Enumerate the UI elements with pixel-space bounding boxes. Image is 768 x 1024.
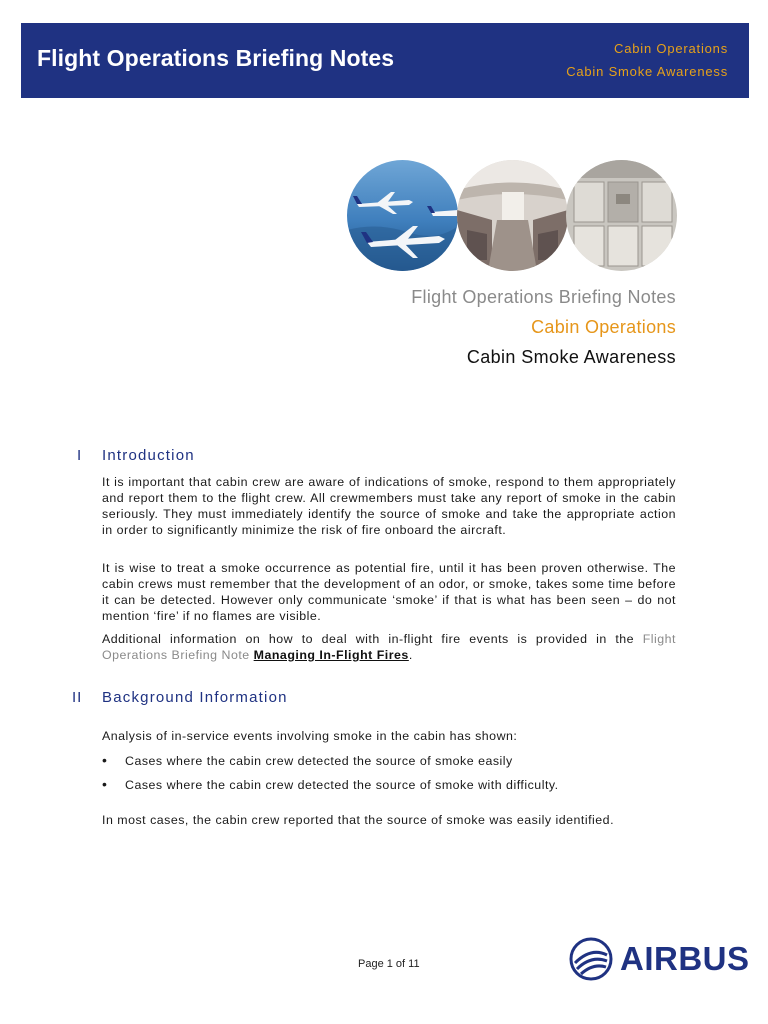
managing-inflight-fires-link[interactable]: Managing In-Flight Fires	[253, 648, 409, 662]
section-number: II	[72, 689, 83, 706]
intro-paragraph-1: It is important that cabin crew are aware of indications of smoke, respond to them appropriately and report them to the flight crew. All crewmembers must take any report of smoke in the cabin seriously. They must immediately identify the source of smoke and take the appropriate action in order to significantly minimize the risk of fire onboard the aircraft.	[102, 475, 676, 537]
header-subtitle-topic: Cabin Smoke Awareness	[566, 64, 728, 79]
briefing-note-link[interactable]: Flight Operations Briefing Note	[102, 632, 676, 662]
section-number: I	[77, 447, 83, 464]
intro-paragraph-3	[102, 631, 676, 663]
galley-photo	[566, 160, 677, 271]
cover-photos	[347, 160, 679, 272]
cabin-interior-photo	[457, 160, 568, 271]
list-item	[102, 776, 559, 792]
cover-topic: Cabin Smoke Awareness	[466, 347, 676, 367]
section-title-background: Background Information	[102, 689, 288, 706]
sentence-end: .	[408, 648, 413, 662]
list-item-text: Cases where the cabin crew detected the source of smoke easily	[125, 754, 513, 768]
additional-info-text: Additional information on how to deal with in-flight fire events is provided in the	[102, 632, 643, 646]
header-subtitle-category: Cabin Operations	[614, 41, 728, 56]
intro-paragraph-2: It is wise to treat a smoke occurrence as potential fire, until it has been proven otherwise. The cabin crews must remember that the development of an odor, or smoke, takes some time before it can be detected. However only communicate ‘smoke’ if that is what has been seen – do not mention ‘fire’ if no flames are visible.	[102, 561, 676, 623]
background-conclusion: In most cases, the cabin crew reported that the source of smoke was easily identified.	[102, 813, 615, 827]
cover-category: Cabin Operations	[531, 317, 676, 337]
list-item	[102, 752, 513, 768]
cover-title: Flight Operations Briefing Notes	[411, 287, 676, 307]
aircraft-in-flight-photo	[347, 160, 458, 271]
airbus-logo-icon	[569, 937, 613, 981]
airbus-logo-text: AIRBUS	[620, 940, 750, 977]
background-intro: Analysis of in-service events involving smoke in the cabin has shown:	[102, 729, 518, 743]
section-title-introduction: Introduction	[102, 447, 195, 464]
list-item-text: Cases where the cabin crew detected the source of smoke with difficulty.	[125, 778, 559, 792]
bullet-icon: •	[102, 776, 108, 792]
header-title: Flight Operations Briefing Notes	[37, 45, 395, 71]
header-banner	[21, 23, 749, 98]
airbus-logo	[569, 937, 759, 983]
page-number: Page 1 of 11	[358, 958, 420, 970]
bullet-icon: •	[102, 752, 108, 768]
